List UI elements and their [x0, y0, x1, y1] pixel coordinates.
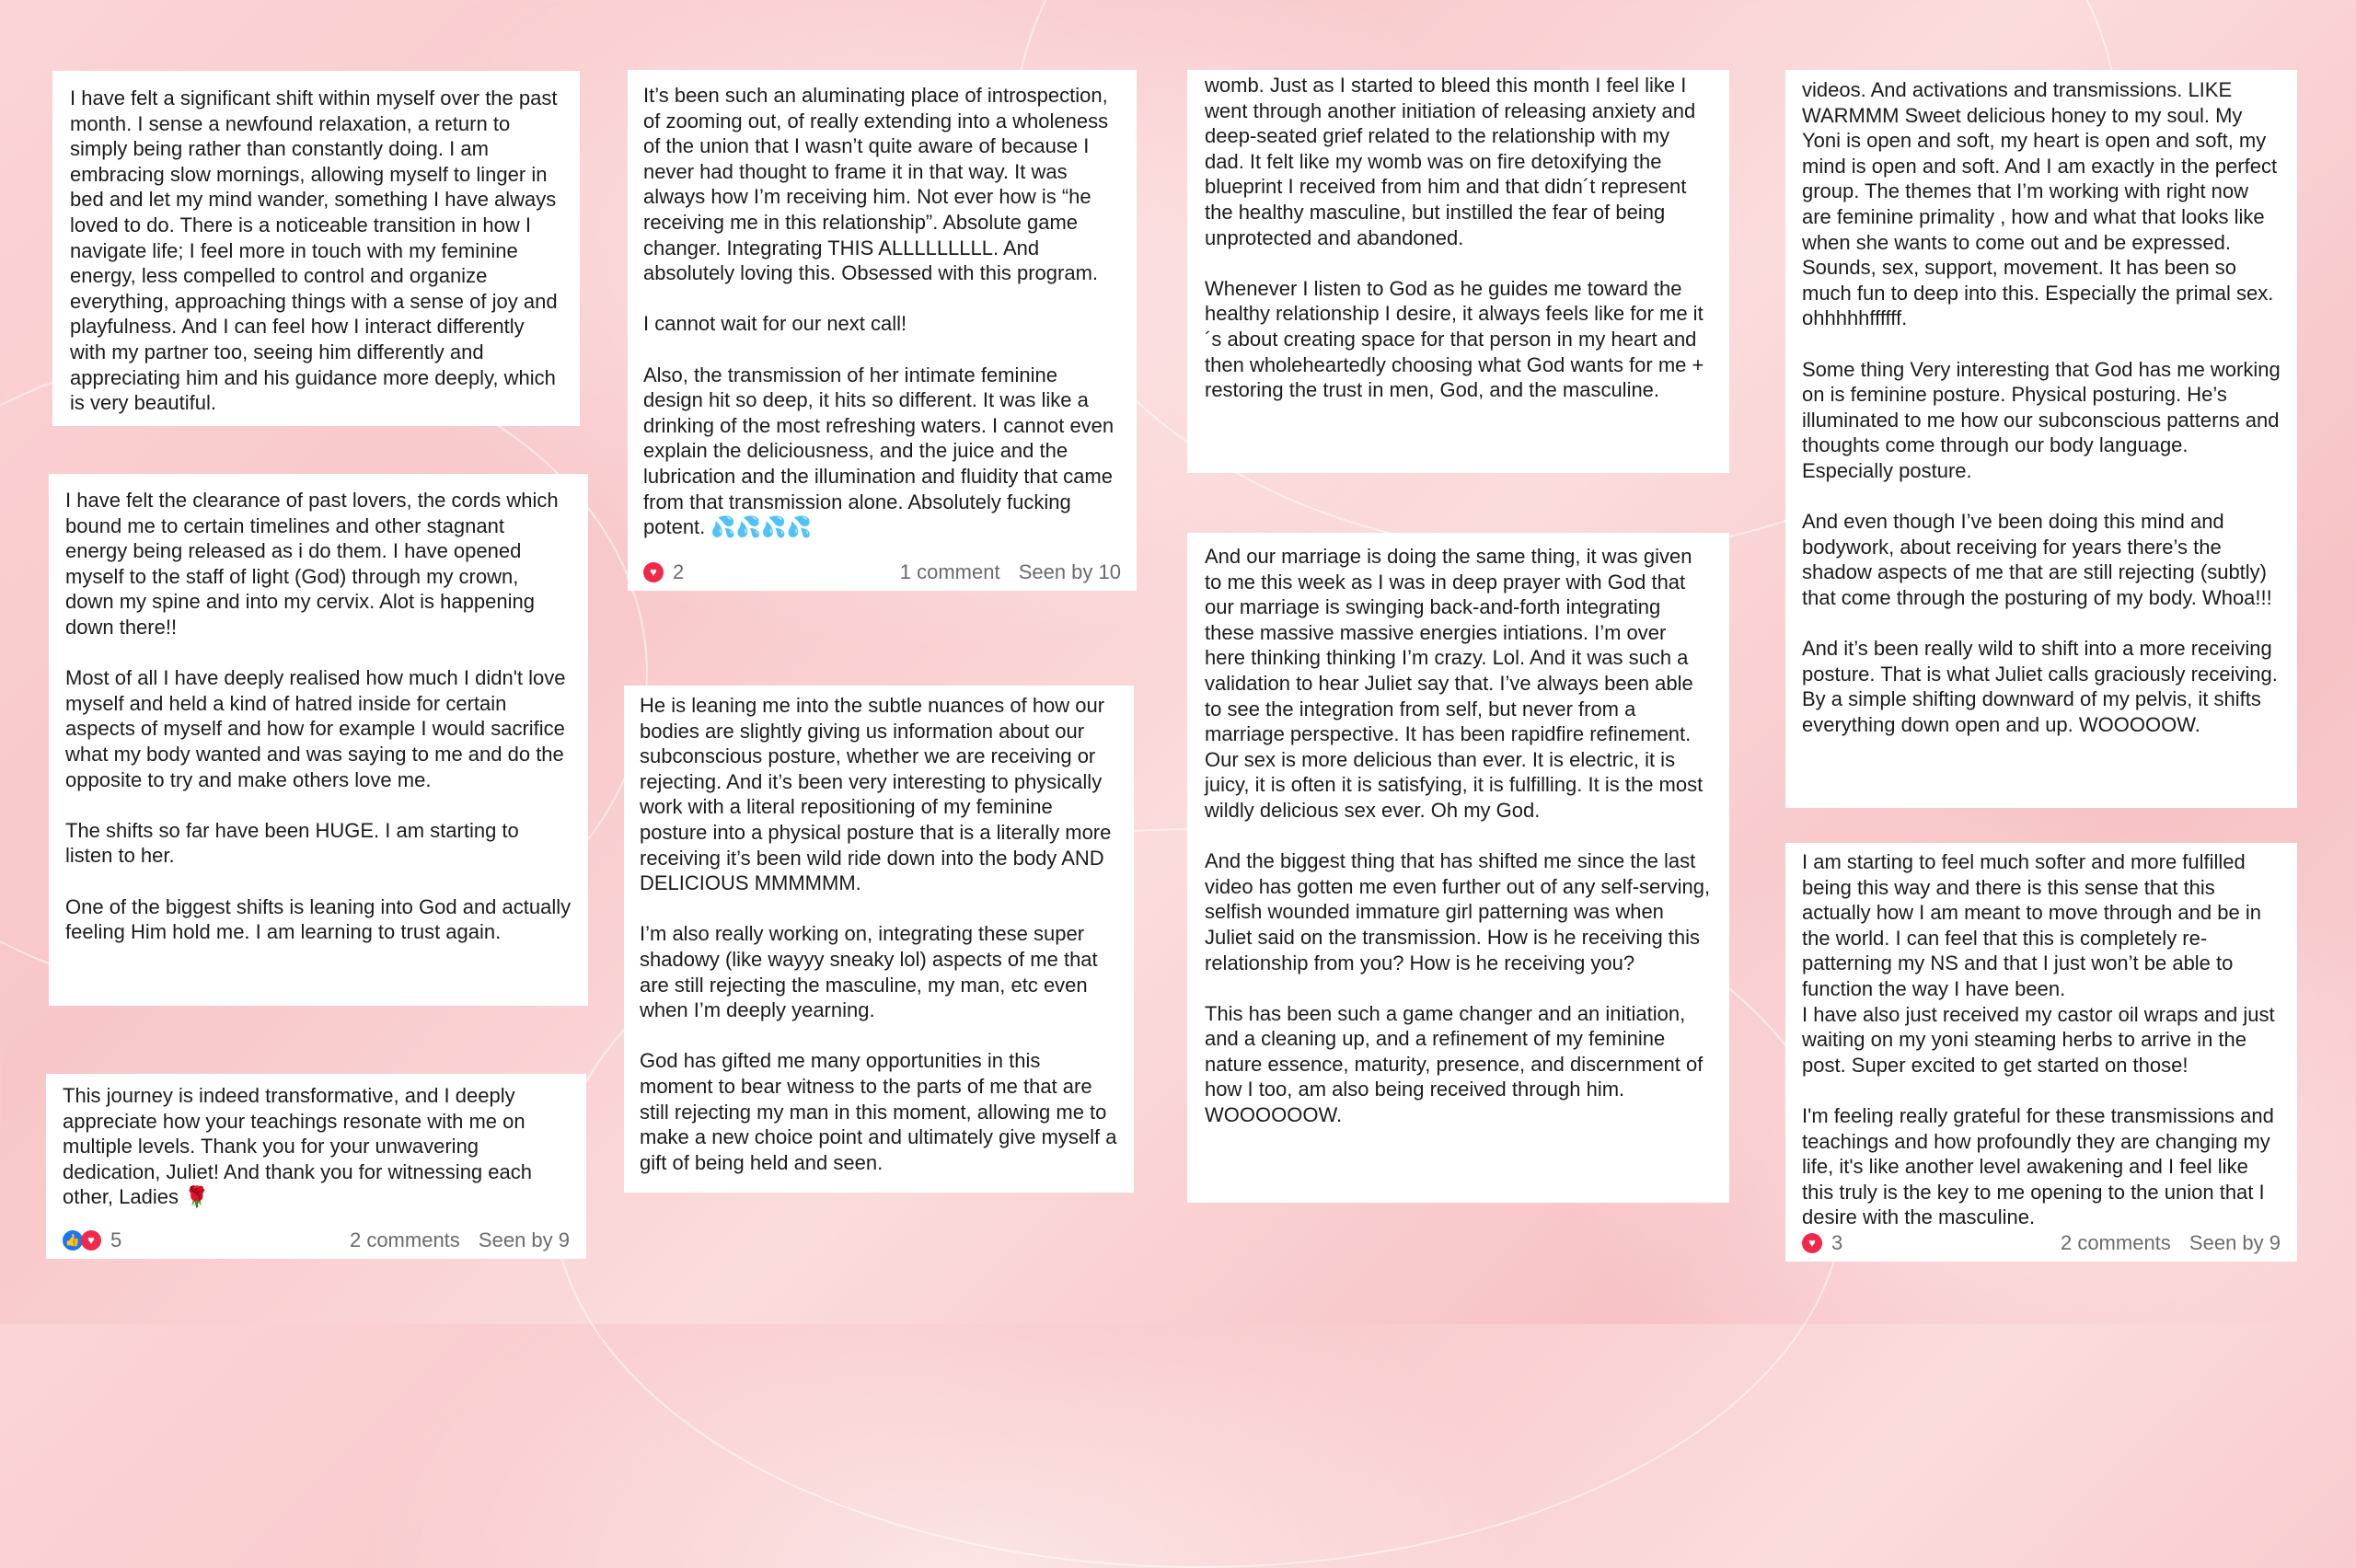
- testimonial-card-2: [49, 474, 588, 1006]
- testimonial-card-1: [52, 71, 580, 426]
- card-paragraph: And it’s been really wild to shift into a more receiving posture. That is what Juliet calls graciously receiving. By a simple shifting downward of my pelvis, it shifts everything down open and up. WOOOOOW.: [1802, 637, 2278, 736]
- card-paragraph: He is leaning me into the subtle nuances of how our bodies are slightly giving us information about our subconscious posture, whether we are receiving or rejecting. And it’s been very interesting to physically work with a literal repositioning of my feminine posture into a physical posture that is a literally more receiving it’s been wild ride down into the body AND DELICIOUS MMMMMM.: [640, 694, 1112, 895]
- testimonial-card-3: [46, 1074, 586, 1259]
- testimonial-card-8: [1785, 70, 2297, 808]
- reactions[interactable]: [1802, 1230, 1842, 1256]
- testimonial-card-7: [1187, 533, 1729, 1203]
- card-paragraph: And even though I’ve been doing this mind and bodywork, about receiving for years there’s the shadow aspects of me that are still rejecting (subtly) that come through the posturing of my body. Whoa!!!: [1802, 510, 2272, 609]
- post-footer: [1785, 1225, 2297, 1262]
- reactions[interactable]: [63, 1228, 121, 1253]
- heart-icon: ♥: [643, 562, 664, 582]
- card-paragraph: I have felt the clearance of past lovers, the cords which bound me to certain timelines and other stagnant energy being released as i do them. I have opened myself to the staff of light (God) through my crown, down my spine and into my cervix. Alot is happening down there!!: [65, 489, 559, 639]
- reaction-count: 5: [110, 1228, 122, 1252]
- testimonial-card-4: [628, 70, 1137, 591]
- seen-by[interactable]: Seen by 10: [1018, 560, 1121, 584]
- comments-link[interactable]: 2 comments: [2060, 1231, 2171, 1255]
- card-body: [63, 1083, 570, 1210]
- post-meta: [337, 1228, 570, 1253]
- card-body: [640, 693, 1118, 1175]
- seen-by[interactable]: Seen by 9: [478, 1228, 570, 1252]
- card-body: [1802, 77, 2281, 737]
- card-body: [643, 83, 1121, 540]
- card-paragraph: Some thing Very interesting that God has me working on is feminine posture. Physical posturing. He’s illuminated to me how our subconscious patterns and thoughts come through our body language. Especially posture.: [1802, 357, 2281, 482]
- like-icon: 👍: [63, 1230, 83, 1251]
- heart-icon: ♥: [1802, 1233, 1822, 1253]
- card-paragraph: This has been such a game changer and an initiation, and a cleaning up, and a refinement of my feminine nature essence, maturity, presence, and discernment of how I too, am also being received through him. WOOOOOOW.: [1205, 1001, 1703, 1127]
- card-paragraph: It’s been such an aluminating place of introspection, of zooming out, of really extending into a wholeness of the union that I wasn’t quite aware of because I never had thought to frame it in that way. It was always how I’m receiving him. Not ever how is “he receiving me in this relationship”. Absolute game changer. Integrating THIS ALLLLLLLLL. And absolutely loving this. Obsessed with this program.: [643, 84, 1109, 285]
- card-paragraph: And the biggest thing that has shifted me since the last video has gotten me even further out of any self-serving, selfish wounded immature girl patterning was when Juliet said on the transmission. How is he receiving this relationship from you? How is he receiving you?: [1205, 849, 1711, 974]
- card-paragraph: And our marriage is doing the same thing, it was given to me this week as I was in deep prayer with God that our marriage is swinging back-and-forth integrating these massive massive energies intiations. I’m over here thinking thinking I’m crazy. Lol. And it was such a validation to hear Juliet say that. I’ve always been able to see the integration from self, but never from a marriage perspective. It has been rapidfire refinement. Our sex is more delicious than ever. It is electric, it is juicy, it is often it is satisfying, it is fulfilling. It is the most wildly delicious sex ever. Oh my God.: [1205, 545, 1703, 822]
- card-paragraph: videos. And activations and transmissions. LIKE WARMMM Sweet delicious honey to my soul. My Yoni is open and soft, my heart is open and soft, my mind is open and soft. And I am exactly in the perfect group. The themes that I’m working with right now are feminine primality , how and what that looks like when she wants to come out and be expressed. Sounds, sex, support, movement. It has been so much fun to deep into this. Especially the primal sex. ohhhhhffffff.: [1802, 78, 2278, 330]
- reaction-count: 3: [1831, 1231, 1843, 1255]
- seen-by[interactable]: Seen by 9: [2189, 1231, 2281, 1255]
- card-paragraph: I’m also really working on, integrating these super shadowy (like wayyy sneaky lol) aspects of me that are still rejecting the masculine, my man, etc even when I’m deeply yearning.: [640, 922, 1098, 1022]
- card-paragraph: Whenever I listen to God as he guides me toward the healthy relationship I desire, it always feels like for me it´s about creating space for that person in my heart and then wholeheartedly choosing what God wants for me + restoring the trust in men, God, and the masculine.: [1205, 276, 1704, 402]
- card-paragraph: Most of all I have deeply realised how much I didn't love myself and held a kind of hatred inside for certain aspects of myself and how for example I would sacrifice what my body wanted and was saying to me and do the opposite to try and make others love me.: [65, 666, 566, 791]
- card-paragraph: I have felt a significant shift within myself over the past month. I sense a newfound relaxation, a return to simply being rather than constantly doing. I am embracing slow mornings, allowing myself to linger in bed and let my mind wander, something I have always loved to do. There is a noticeable transition in how I navigate life; I feel more in touch with my feminine energy, less compelled to control and organize everything, approaching things with a sense of joy and playfulness. And I can feel how I interact differently with my partner too, seeing him differently and appreciating him and his guidance more deeply, which is very beautiful.: [70, 86, 558, 415]
- card-paragraph: God has gifted me many opportunities in this moment to bear witness to the parts of me that are still rejecting my man in this moment, allowing me to make a new choice point and ultimately give myself a gift of being held and seen.: [640, 1049, 1117, 1174]
- card-paragraph: I am starting to feel much softer and more fulfilled being this way and there is this sense that this actually how I am meant to move through and be in the world. I can feel that this is completely re-patterning my NS and that I just won’t be able to function the way I have been. I have also just received my castor oil wraps and just waiting on my yoni steaming herbs to arrive in the post. Super excited to get started on those!: [1802, 850, 2275, 1077]
- reactions[interactable]: [643, 559, 684, 585]
- testimonial-card-5: [624, 686, 1134, 1193]
- card-body: [1802, 849, 2281, 1230]
- post-meta: [2048, 1230, 2281, 1256]
- post-footer: [46, 1222, 586, 1259]
- testimonial-card-9: [1785, 843, 2297, 1262]
- card-body: [1205, 73, 1712, 403]
- testimonial-card-6: [1187, 70, 1729, 473]
- card-paragraph: womb. Just as I started to bleed this month I feel like I went through another initiation of releasing anxiety and deep-seated grief related to the relationship with my dad. It felt like my womb was on fire detoxifying the blueprint I received from him and that didn´t represent the healthy masculine, but instilled the fear of being unprotected and abandoned.: [1205, 74, 1696, 249]
- card-paragraph: This journey is indeed transformative, and I deeply appreciate how your teachings resonate with me on multiple levels. Thank you for your unwavering dedication, Juliet! And thank you for witnessing each other, Ladies 🌹: [63, 1084, 532, 1209]
- card-paragraph: I'm feeling really grateful for these transmissions and teachings and how profoundly they are changing my life, it's like another level awakening and I feel like this truly is the key to me opening to the union that I desire with the masculine.: [1802, 1103, 2274, 1229]
- comments-link[interactable]: 2 comments: [349, 1228, 460, 1252]
- card-paragraph: I cannot wait for our next call!: [643, 312, 907, 336]
- card-body: [65, 488, 572, 945]
- reaction-count: 2: [673, 560, 685, 584]
- card-paragraph: Also, the transmission of her intimate feminine design hit so deep, it hits so different. It was like a drinking of the most refreshing waters. I cannot even explain the deliciousness, and the juice and the lubrication and the illumination and fluidity that came from that transmission alone. Absolutely fucking potent. 💦💦💦💦: [643, 363, 1114, 539]
- comments-link[interactable]: 1 comment: [899, 560, 1000, 584]
- post-meta: [887, 559, 1121, 585]
- heart-icon: ♥: [81, 1230, 101, 1251]
- post-footer: [628, 554, 1137, 591]
- card-body: [70, 86, 562, 416]
- card-body: [1205, 544, 1712, 1128]
- card-paragraph: One of the biggest shifts is leaning into God and actually feeling Him hold me. I am learning to trust again.: [65, 894, 572, 944]
- card-paragraph: The shifts so far have been HUGE. I am starting to listen to her.: [65, 818, 519, 868]
